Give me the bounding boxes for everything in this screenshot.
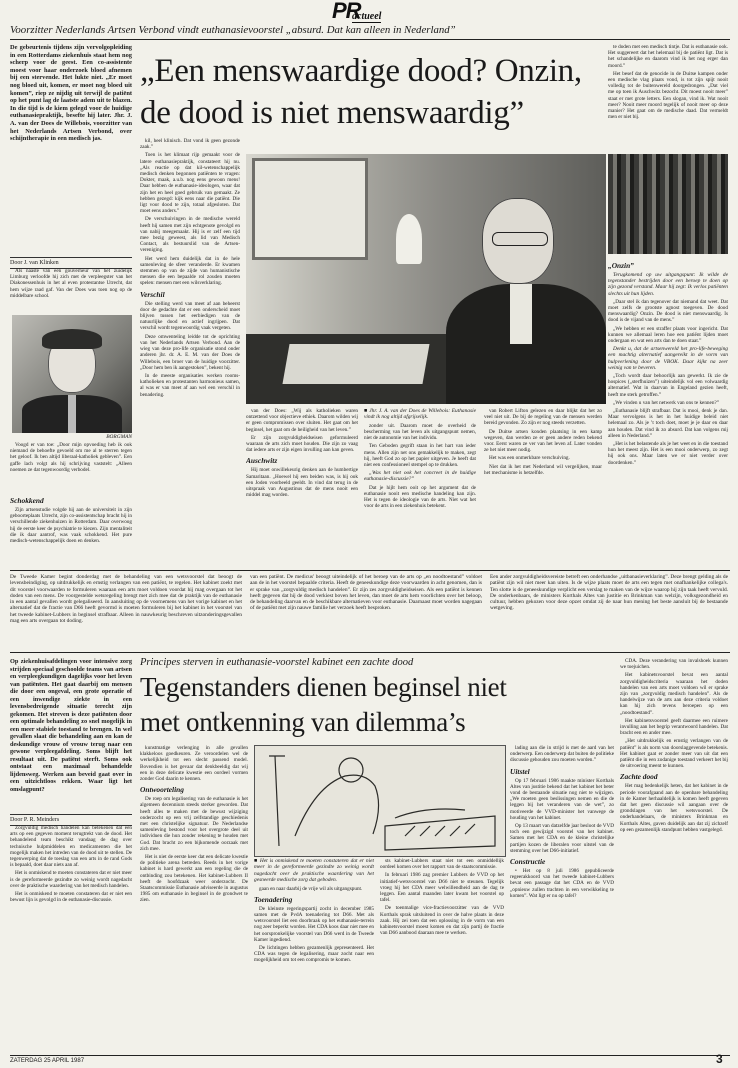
photo2-caption: ■ Jhr. J. A. van der Does de Willebois: Euthanasie vindt ik nog altijd afgrijselijk. xyxy=(364,408,476,421)
photo-shirt xyxy=(510,284,532,344)
article1-col1b xyxy=(10,442,132,492)
band-col1: De Tweede Kamer begint donderdag met de behandeling van een wetsvoorstel dat beoogt de levensbeindiging, op uitdrukkelijk en ernstig verlangen van een patiënt, te regelen. Het kabinet zoekt met dit voorstel voorwaarden te formuleren waaraan een arts moet voldoen voordat hij mag overgaan tot het doden van een mens. De voorgestelde wetsregeling brengt met zich mee dat de praktijk van de euthanasie in een aantal gevallen wordt gelegaliseerd. In aansluiting op de voornemens van het vorige kabinet en het alternatief dat de fractie van D66 heeft gevormd is moeten formuleren bij het kabinet in het voorstel van het tweede kabinet-Lubbers in beginsel strafbaar. Alleen in nauwkeurig beschreven uitzonderingsgevallen mag een arts overgaan tot doding. xyxy=(10,574,242,625)
logo-text: PR xyxy=(332,0,361,23)
article1-col2 xyxy=(140,138,240,568)
photo-illustration-bedside xyxy=(254,745,506,857)
paragraph: Het is niet de eerste keer dat een delicate kwestie de politieke arena betreden. Reeds in het vorige kabinet is hard gewerkt aan een regeling die de ontbinding zou betekenen. Het kabinet-Lubbers II heeft de hoofdzaak weer onderzocht. De Staatscommissie Euthanasie adviseerde in augustus 1985 om euthanasie in beginsel in de grondwet te zien. xyxy=(140,854,248,904)
photo-lamp xyxy=(396,214,422,264)
paragraph: De roep om legalisering van de euthanasie is het algemeen decennium steeds sterker geworden. Dat heeft alles te maken met de bewust wijziging onderzocht op een vrij zelfstandige geschiedenis met een christelijke signatuur. De Nederlandse samenleving bestond voor het overgrote deel uit individuen die hun zonder rekening te houden met God. Dat bracht zo een bijkomende oorzaak met zich mee. xyxy=(140,796,248,852)
photo-van-der-does-desk xyxy=(246,154,606,404)
paragraph: Er zijn zorgvuldigheidseisen geformuleerd waaraan de arts zich moet houden. Die zijn zo vaag dat iedere arts er zijn eigen invulling aan kan geven. xyxy=(246,434,358,454)
paragraph: In februari 1986 zag premier Lubbers de VVD op het initiatief-wetsvoorstel van D66 niet te steunen. Tegelijk vroeg hij het CDA meer welwillendheid aan de dag te leggen. Een aantal maanden later kwam het voorstel op tafel. xyxy=(380,872,504,904)
quote-hospice: Denkt u, dat de artsenwereld het pro-life-beweging een machtig alternatief aangereikt in de vorm van hulpverlening door de VBOK. Daar kijkt na zeer weinig van te beveren. xyxy=(608,346,728,371)
paragraph: Op 17 februari 1986 maakte minister Korthals Altes van justitie bekend dat het kabinet het beter vond de bestaande situatie nog niet te wijzigen. „We moeten geen beslissingen nemen en die de leggen bij het veranderen van de wet”, zo motiveerde de VVD-minister het vanwege de houding van het kabinet. xyxy=(510,777,614,821)
paragraph: Die stelling werd van meet af aan beheerst door de gedachte dat er een onderscheid moet blijven tussen het eerbiedigen van de natuurlijke dood en actief ingrijpen. Dat verschil wordt tegenwoordig vaak vergeten. xyxy=(140,300,240,332)
lede-article2: Op ziekenhuisafdelingen voor intensive zorg strijden speciaal geschoolde teams van artsen en verpleegkundigen dagelijks voor het leven van patiënten. Het gaat daarbij om mensen die door een ongeval, een grote operatie of een inwendige ziekte in een levensbedreigende situatie terecht zijn gekomen. Het streven is deze patiënten door een optimale behandeling zo snel mogelijk in een meer stabiele toestand te brengen. In wel gevallen slaat die behandeling aan en kan de deskundige vrouw of vrouw terug naar een gewone verpleegafdeling. Soms blijft het resultaat uit. De patiënt sterft. Soms ook ontstaat een maximaal behandelde lijdensweg. Werken aan beveid gaat over in een uitzichtloos rekken. Waar ligt het omslagpunt? xyxy=(10,658,132,793)
paragraph: Voogd er van toe: „Door mijn opvoeding heb ik ook niemand de behoefte gevoeld om me al te sterren tegen het geloof. Ik ben altijd liberaal-katholiek gebleven”. Een gaffe lach volgt als hij schrijving vaststelt: „Alleen noemen ze dat tegenwoordig verbodel. xyxy=(10,442,132,473)
paragraph: Deze omwenteling leidde tot de oprichting van het Nederlands Artsen Verbond. Aan de wieg van deze pro-life organisatie stond onder anderen jhr. dr. A. E. M. van der Does de Willebois, een broer van de huidige voorzitter. „Door hem ben ik aangestoken”, bekent hij. xyxy=(140,333,240,371)
subhead-toenadering: Toenadering xyxy=(254,894,293,904)
article2-col5 xyxy=(510,745,614,1053)
paragraph: „Was het niet ook het concreet in de huidige euthanasie-discussie?” xyxy=(364,470,476,483)
paragraph: Hij moet onwillekeurig denken aan de humbertige Samaritaan. „Hoewel hij een beiden was, is hij ook een Joden voorbeeld geeldt. In vind dat terug in de uitspraak van Augustinus dat de mens nooit een middel mag worden. xyxy=(246,467,358,499)
subhead-onzin: „Onzin” xyxy=(608,261,634,270)
byline-article2: Door P. R. Meinders xyxy=(10,814,132,826)
paragraph: Dat je hijlt hem ooit op het argument dat de euthanasie nooit een medische handeling kan zijn. Het is tegen de ideologie van de arts. Niet wat het voor de arts in een ziekenhuis betekent. xyxy=(364,484,476,510)
lede-article1: De gebeurtenis tijdens zijn vervolgopleiding in een Rotterdams ziekenhuis staat hem nog scherp voor de geest. Een co-assistente moest voor haar onderzoek bloed afnemen bij een stervende. Het lukte niet. „Er moet nog bloed uit, komen, er moet nog bloed uit komen”, riep ze nijdig uit terwijl de patiënt op het punt lag de laatste adem uit te blazen. In die tijd is de kiem gelegd voor de huidige euthanasiepraktijk, besefte hij later. Jhr. J. A. van der Does de Willebois, voorzitter van het Nederlands Artsen Verbond, over schijntherapie in een medisch jas. xyxy=(10,44,132,143)
subhead-constructie: Constructie xyxy=(510,857,546,867)
subhead-verschil: Verschil xyxy=(140,289,165,299)
portrait-hair xyxy=(42,329,102,349)
sketch-patient xyxy=(395,809,465,818)
footer-date: ZATERDAG 25 APRIL 1987 xyxy=(10,1058,85,1064)
kicker: Voorzitter Nederlands Artsen Verbond vindt euthanasievoorstel „absurd. Dat kan alleen in Nederland” xyxy=(10,24,456,36)
paragraph: Het kabinetsvoorstel bevat een aantal zorgvuldigheidscriteria waaraan het doden handelen van een arts moet voldoen wil er sprake zijn van „zorgvuldig medisch handelen”. Als de handelwijze van de arts aan deze criteria voldoet kan hij zich tevens beroepen op een „noodtoestand”. xyxy=(620,672,728,716)
paragraph: Het is onmiskend te moeten constateren dat er niet een bewust lijn is gevolgd in de euthanasie-discussie. xyxy=(10,891,132,904)
sketch-bed xyxy=(385,816,495,850)
article2-col4 xyxy=(380,858,504,1053)
article2-col1 xyxy=(10,825,132,1053)
band-col2: van een patiënt. De medicus' beoogt uiteindelijk of het beroep van de arts op „en noodtoestand” voldoet aan de in het voorstel bepaalde criteria. Heeft de geneeskundige deze voorwaarden in acht genomen, dan is er sprake van „zorgvuldig medisch handelen”. Er zijn zes zorgvuldigheidseisen. Als een patiënt is kennen heeft gegeven dat hij de dood verkiest boven het leven, dan moet de arts hem voorlichten over het beloop, de behandeling daarvan en de beschikbare alternatieven voor euthanasie. Daarnaast moet worden nagegaan of de patiënt met zijn nauwe familie het verzoek heeft besproken. xyxy=(250,574,482,612)
paragraph: van der Does: „Wij als katholieken waren ontzettend voor objectieve ethiek. Daarom wilden wij er geen compromissen over sluiten. Het gaat om het beginsel, het gaat om de heiligheid van het leven.” xyxy=(246,408,358,433)
byline-article1: Door J. van Klinken xyxy=(10,257,132,269)
article1-col1 xyxy=(10,268,132,310)
sketch-iv xyxy=(269,756,285,846)
article1-col1c-wrap xyxy=(10,493,132,565)
paragraph: gaan en naar daarbij de vrije wil als uitgangspunt. xyxy=(259,885,363,892)
paragraph: De toenmalige vice-fractievoorzitter van de VVD Korthals sprak uitsluitend in over de halve plaats in deze zaak. Hij zei toen dat een oplossing in de vorm van een kabinetsvoorstel moest komen en dat zijn partij de fractie van D66 aanbood daaraan mee te werken. xyxy=(380,905,504,937)
article2-col3 xyxy=(254,858,374,1053)
article2-col6 xyxy=(620,658,728,1053)
subhead-zachte-dood: Zachte dood xyxy=(620,772,658,782)
illustration-sketch xyxy=(255,746,505,856)
paragraph: „Toch wordt daar behoorlijk aan gewerkt. Ik zie de hospices („sterfhuizen”) uiteindelijk vol een volwaardig alternatief. Wat in daarvan in Engeland gezien heeft, heeft me sterk getroffen.” xyxy=(608,373,728,398)
paragraph: De lichtingen hebben gezamenlijk gepresenteerd. Het CDA was tegen de legalisering, maar zocht naar een mogelijkheid om tot een compromis te komen. xyxy=(254,945,374,964)
paragraph: Het besef dat de genocide in de Duitse kampen onder een medische vlag plaats vond, is tot zijn spijt nooit volledig tot de buitenwereld doorgedrongen. „Dat viel me op toen ik Auschwitz bezocht. Dit moest nooit meer” staat er met grote letters. Een slogan, vind ik. Wat nooit meer? Nooit meer moord tegelijk of nooit meer op deze manier? Het gaat om de medische daad. Dat vermeldt men er niet bij. xyxy=(608,70,728,121)
paragraph: Toen is het klimaat rijp gemaakt voor de latere euthanasiepraktijk, constateert hij nu. „Als reactie op dat kil-wetenschappelijk medisch denken begonnen patiënten te vragen: Dokter, maak, a.u.b. nog eens gewoon mens! Daar hebben de euthanasie-ideologen, waar dat zijn het en heel goed gebruik van gemaakt. Ze hebben gezegd: kijk eens naar die patiënt. Die ligt voor dood te zijn, totaal afgesloten. Dat moet eens anders.” xyxy=(140,152,240,215)
paragraph: Het was een onmerkbare verschuiving. xyxy=(489,455,570,462)
paragraph: „Het is het belastende als je het weet en in die toestand hun het meest zijn. Het is een mooi onderwerp, zo zegt hij ook ons. Maar laten we er niet verder over doordenken.” xyxy=(608,441,728,466)
paragraph: De Duitse artsen konden plaatsing in een kamp wegeven, dan werden ze er geen andere reden bekend voor. Eerst waren ze ver van het leven af. Later vonden ze het niet meer nodig. xyxy=(484,428,602,454)
paragraph: „Het uitdrukkelijk en ernstig verlangen van de patiënt” is als norm van doorslaggevende betekenis. Het kabinet gaat er zonder meer van uit dat een patiënt die in een zodanige toestand verkeert het bij de uitvoering meent te kunnen. xyxy=(620,738,728,770)
paragraph: „Daar stel ik dan tegenover dat niemand dat weet. Dat moet zelfs de grootste agnost toegeven. De dood menswaardig? Onzin. De dood is niet menswaardig. Is dood is de vijand van de mens.” xyxy=(608,298,728,324)
band-rule-bottom xyxy=(10,652,730,653)
band-col3: Een ander zorgvuldigheidsvereiste betreft een onderhandse „uitbanasieverklaring”. Deze brengt gelding als de patiënt zijn wil niet meer kan uiten. Is de wijze plaats moet de arts een tegen met onafhankelijke collega's. Ten slotte is de geneeskundige verplicht een verslag te maken van de wijze waarop hij zijn taak heeft vervuld. De onderkenbaars, de ministers Korthals Altes van justitie en Brinkman van welzijn, volksgezondheid en cultuur, hebben gekozen voor deze opzet omdat zij de naar hun mening het beste aansluit bij de bestaande wetgeving. xyxy=(490,574,728,612)
paragraph: kil, heel klinisch. Dat vond ik geen gezonde zaak.” xyxy=(140,138,240,151)
headline2-line1: Tegenstanders dienen beginsel niet xyxy=(140,672,507,702)
subhead-auschwitz: Auschwitz xyxy=(246,456,278,466)
paragraph: De verschuivingen in de medische wereld heeft hij samen met zijn echtgenote gevolgd en van nabij meegemaakt. Hij is er zelf een tijd mee bezig geweest, als lid van Medisch Contact, als bestuurslid van de Artsen-vereniging. xyxy=(140,216,240,254)
article1-col6b xyxy=(608,258,728,568)
photo-bookshelf xyxy=(608,154,728,254)
paragraph: Niet dat ik het met Nederland wil vergelijken, maar het mechanisme is hetzelfde. xyxy=(484,463,602,476)
sketch-head xyxy=(339,758,363,782)
band-rule-top xyxy=(10,570,730,571)
headline1-line1: „Een menswaardige dood? Onzin, xyxy=(140,53,582,89)
photo3-caption: ■ Het is onmiskend te moeten constateren dat er niet meer in de gereformeerde gezindte zo weinig wordt nagedacht over de praktische waardering van het gesneerde medische zorg dat geboden. xyxy=(254,858,374,884)
paragraph: Het kabinetsvoorstel geeft daarmee een ruimere invulling aan het begrip verantwoord handelen. Dat bracht een en ander mee. xyxy=(620,717,728,737)
photo1-caption: BORGMAN xyxy=(106,434,132,440)
paragraph: CDA. Deze verandering van invalshoek kunnen we toejuichen. xyxy=(620,658,728,671)
article2-col2 xyxy=(140,745,248,1053)
photo-papers xyxy=(282,344,429,384)
paragraph: • Het op 8 juli 1986 gepubliceerde regeerakkoord van het tweede kabinet-Lubbers bevat een passage dat het CDA en de VVD „opnieuw zullen trachten in een verwikkeling te komen”. Wat ligt er nu op tafel? xyxy=(510,868,614,899)
paragraph: Als naaste van een gouverneur van het zuidelijk Limburg verloofde hij zich met de verpleegster van het Diakonessenhuis in het al even protestantse Utrecht, dat hem wijze raad gaf. Van der Does was toen nog op de middelbare school. xyxy=(10,268,132,299)
photo-window xyxy=(252,158,368,260)
paragraph: van Robert Lifton gelezen en daar blijkt dat het zo veel niet uit. De bij de regeling van de mensen werden bereid gevonden. Zo zijn er nog steeds verzetten. xyxy=(484,408,602,427)
paragraph: „Euthanasie blijft strafbaar. Dat is mooi, denk je dan. Maar vervolgens is het in het huidige beleid niet helemaal zo. Als je ’t toch doet, moet je je daar en daar aan houden. Dat vind ik zo absurd. Dat kan volgens mij alleen in Nederland.” xyxy=(608,408,728,439)
masthead-logo xyxy=(332,2,408,22)
sketch-figure xyxy=(295,775,379,836)
paragraph: sts kabinet-Lubbers staat niet tot een onmiddellijk oordeel komen over het rapport van de staatscommissie. xyxy=(380,858,504,871)
paragraph: In de meeste organisaties werken rooms-katholieken en protestanten harmonieus samen, al was er van meet af aan wel een verschil in benadering. xyxy=(140,372,240,398)
paragraph: „We vinden u van het netwerk van ons te kennen?” xyxy=(613,399,720,406)
headline2-line2: met ontkenning van dilemma’s xyxy=(140,707,466,737)
paragraph: zonder uit. Daarom moet de overheid de bescherming van het leven als uitgangspunt nemen, niet de autonomie van het individu. xyxy=(364,422,476,442)
article1-col6 xyxy=(608,44,728,152)
logo-sub: actueel xyxy=(352,11,382,22)
subhead-ontwoorteling: Ontwoorteling xyxy=(140,785,184,795)
paragraph: te doden met een medisch tintje. Dat is euthanasie ook. Het suggereert dat het helemaal bij de patiënt ligt. Dat is het schandelijke en daarom vind ik het nog erger dan moord.” xyxy=(608,44,728,69)
kicker2: Principes sterven in euthanasie-voorstel kabinet een zachte dood xyxy=(140,657,414,668)
paragraph: Zorgvuldig medisch handelen kan betekenen dat een arts op een gegeven moment terugtrekt van de dood. Het behandelend team beschikt vandaag de dag over technische hulpmiddelen en medicamenten die het mogelijk maken het intreden van de dood uit te stellen. De tegenwerping dat de toeslag van een arts in de rand Gods is bepaald, doet daar niets aan af. xyxy=(10,825,132,869)
quote-onzin: Terugkomend op uw uitgangspunt: Ik wilde de tegenstander bestrijden door een beroep te doen op zijn gezond verstand. Maar hij zegt: Ik verlos patiënten slechts uit hun lijden. xyxy=(608,272,728,297)
paragraph: De kleinste regeringspartij zocht in december 1985 samen met de PvdA toenadering tot D66. Met als wetsvoorstel liet een doorbraak op het euthanasie-terrein nog zeer beperkt worden. Het CDA koos daar niet mee en het oorspronkelijke voorstel van D66 werd in de Tweede Kamer ingediend. xyxy=(254,905,374,943)
paragraph: kunstmatige verlenging in alle gevallen klakkeloos goedkeuren. Ze veroordelen wel de werkelijkheid tot een slecht passend model. Bovendien is het gevaar dat denkbeeldig dat wij een in deze delicate kwestie een oordeel vormen zonder God daarin te kennen. xyxy=(140,745,248,783)
paragraph: lading aan die in strijd is met de aard van het onderwerp. Een onderwerp dat buiten de politieke discussie gehouden zou moeten worden.” xyxy=(510,745,614,764)
photo-portrait-borgman xyxy=(12,315,132,433)
subhead-schokkend: Schokkend xyxy=(10,496,44,505)
headline1-line2: de dood is niet menswaardig” xyxy=(140,95,524,131)
kicker-rule xyxy=(10,39,730,40)
portrait-tie xyxy=(68,395,76,433)
paragraph: Het is onmiskend te moeten constateren dat er niet meer is de gereformeerde gezindte zo weinig wordt nagedacht over de praktische waardering van het medisch handelen. xyxy=(10,870,132,889)
footer-rule xyxy=(10,1055,730,1056)
sketch-lines xyxy=(269,756,495,850)
subhead-uitstel: Uitstel xyxy=(510,766,530,776)
paragraph: Het mag bedenkelijk heten, dat het kabinet in de periode voorafgaand aan de openbare behandeling in de Kamer herhaaldelijk is komen heeft gegeven dat het geen discussie wil aangaan over de grondslagen van het wetsvoorstel. De onderhandelaars, de ministers Brinkman en Korthals Altes, gaven duidelijk aan dat zij zichzelf op een gezamenlijk standpunt hebben vastgelegd. xyxy=(620,783,728,833)
paragraph: Zijn artsenstudie volgde hij aan de universiteit in zijn geboorteplaats Utrecht, zijn co-assistentschap bracht hij in verschillende ziekenhuizen in Rotterdam. Daar overwoog hij de eerste keer de psychiatrie te kiezen. Zijn mentaliteit die ik daar aantrof, was vaak schokkend. Het pure medisch-wetenschappelijk doen en denken. xyxy=(10,507,132,545)
paragraph: Op 13 maart van datzelfde jaar besloot de VVD toch een gewijzigd voorstel van het kabinet. Samen met het CDA en de kleine christelijke partijen kozen de liberalen voor uitstel van de stemming over het D66-initiatief. xyxy=(510,823,614,854)
article1-col3 xyxy=(246,408,358,568)
paragraph: „We hebben er een straffer plaats voor ingericht. Dat kunnen we allemaal leren hoe een patiënt lijden moet ondergaan en wat een arts dan te doen staat.” xyxy=(608,325,728,345)
page-number: 3 xyxy=(716,1052,723,1066)
paragraph: Ten Geboden gegrift staan in het hart van ieder mens. Allen zijn net ons gemakkelijk te maken, zegt hij, heeft God zo op het papier uitgeven. Je heeft dat niet een confessioneel stempel op te drukken. xyxy=(364,443,476,469)
article1-col4 xyxy=(364,408,476,568)
photo-glasses xyxy=(492,232,548,246)
paragraph: Het werd hem duidelijk dat in de hele samenleving de sfeer veranderde. Er kwamen stemmen op van de zijde van humanistische mensen die een bepaalde rol zouden moeten spelen: mensen met een wilsverklaring. xyxy=(140,255,240,287)
sketch-hatch xyxy=(405,824,475,836)
article1-col5 xyxy=(484,408,602,568)
